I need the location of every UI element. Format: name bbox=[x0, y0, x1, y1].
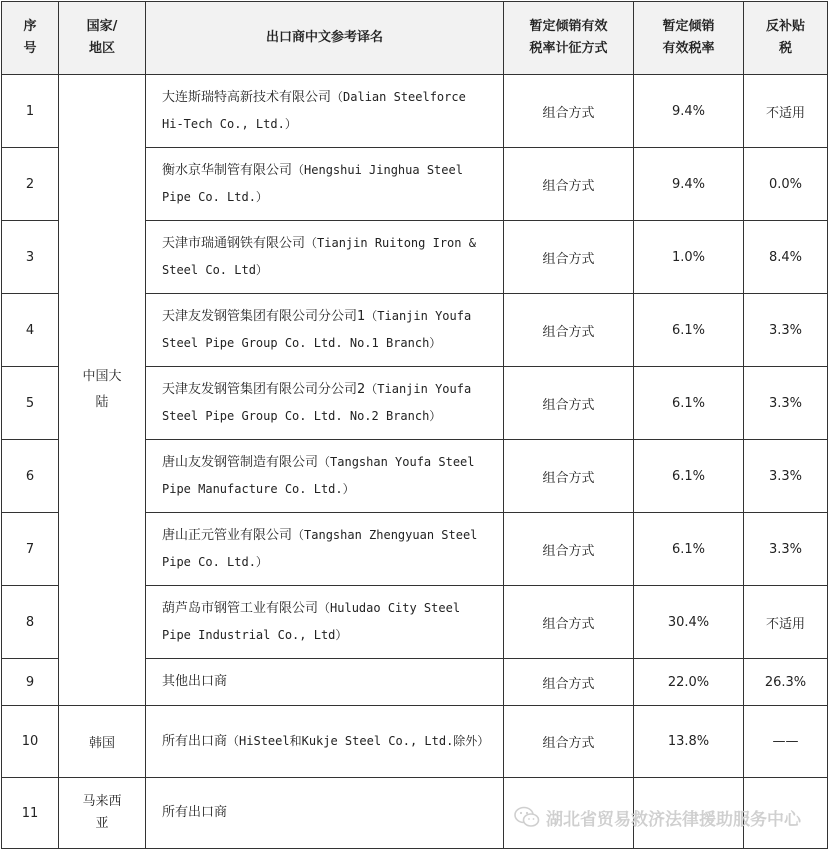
exporter-name: 其他出口商 bbox=[146, 659, 504, 706]
countervailing-duty: —— bbox=[744, 706, 828, 778]
row-number: 8 bbox=[2, 586, 59, 659]
exporter-name: 唐山正元管业有限公司（Tangshan Zhengyuan Steel Pipe Co. Ltd.） bbox=[146, 513, 504, 586]
region-cell-malaysia: 马来西 亚 bbox=[59, 778, 146, 849]
levy-method: 组合方式 bbox=[504, 513, 634, 586]
row-number: 1 bbox=[2, 75, 59, 148]
countervailing-duty: 3.3% bbox=[744, 513, 828, 586]
row-number: 7 bbox=[2, 513, 59, 586]
header-country-region: 国家/ 地区 bbox=[59, 2, 146, 75]
exporter-name: 所有出口商 bbox=[146, 778, 504, 849]
row-number: 2 bbox=[2, 148, 59, 221]
watermark-text: 湖北省贸易救济法律援助服务中心 bbox=[546, 809, 801, 830]
levy-method: 组合方式 bbox=[504, 294, 634, 367]
levy-method: 组合方式 bbox=[504, 586, 634, 659]
dumping-rate: 13.8% bbox=[634, 706, 744, 778]
row-number: 6 bbox=[2, 440, 59, 513]
table-row bbox=[2, 75, 828, 148]
dumping-rate: 6.1% bbox=[634, 294, 744, 367]
table-header-row bbox=[2, 2, 828, 75]
exporter-name: 葫芦岛市钢管工业有限公司（Huludao City Steel Pipe Industrial Co., Ltd） bbox=[146, 586, 504, 659]
row-number: 5 bbox=[2, 367, 59, 440]
row-number: 9 bbox=[2, 659, 59, 706]
countervailing-duty: 3.3% bbox=[744, 367, 828, 440]
dumping-rate: 30.4% bbox=[634, 586, 744, 659]
row-number: 11 bbox=[2, 778, 59, 849]
dumping-rate: 22.0% bbox=[634, 659, 744, 706]
duty-rate-table bbox=[1, 1, 828, 849]
countervailing-duty: 3.3% bbox=[744, 440, 828, 513]
exporter-name: 所有出口商（HiSteel和Kukje Steel Co., Ltd.除外） bbox=[146, 706, 504, 778]
countervailing-duty: 0.0% bbox=[744, 148, 828, 221]
countervailing-duty: 不适用 bbox=[744, 75, 828, 148]
exporter-name: 大连斯瑞特高新技术有限公司（Dalian Steelforce Hi-Tech Co., Ltd.） bbox=[146, 75, 504, 148]
levy-method: 组合方式 bbox=[504, 440, 634, 513]
levy-method: 组合方式 bbox=[504, 221, 634, 294]
countervailing-duty: 3.3% bbox=[744, 294, 828, 367]
exporter-name: 唐山友发钢管制造有限公司（Tangshan Youfa Steel Pipe Manufacture Co. Ltd.） bbox=[146, 440, 504, 513]
dumping-rate: 9.4% bbox=[634, 75, 744, 148]
header-serial-number: 序 号 bbox=[2, 2, 59, 75]
header-dumping-rate: 暂定倾销 有效税率 bbox=[634, 2, 744, 75]
levy-method: 组合方式 bbox=[504, 367, 634, 440]
dumping-rate: 1.0% bbox=[634, 221, 744, 294]
row-number: 10 bbox=[2, 706, 59, 778]
levy-method: 组合方式 bbox=[504, 75, 634, 148]
wechat-icon bbox=[514, 806, 540, 828]
header-levy-method: 暂定倾销有效 税率计征方式 bbox=[504, 2, 634, 75]
region-cell-mainland-china: 中国大 陆 bbox=[59, 75, 146, 706]
countervailing-duty: 不适用 bbox=[744, 586, 828, 659]
table-row bbox=[2, 706, 828, 778]
exporter-name: 天津友发钢管集团有限公司分公司2（Tianjin Youfa Steel Pipe Group Co. Ltd. No.2 Branch） bbox=[146, 367, 504, 440]
dumping-rate: 6.1% bbox=[634, 513, 744, 586]
row-number: 4 bbox=[2, 294, 59, 367]
dumping-rate: 6.1% bbox=[634, 440, 744, 513]
region-cell-korea: 韩国 bbox=[59, 706, 146, 778]
countervailing-duty: 8.4% bbox=[744, 221, 828, 294]
exporter-name: 衡水京华制管有限公司（Hengshui Jinghua Steel Pipe Co. Ltd.） bbox=[146, 148, 504, 221]
watermark bbox=[514, 804, 801, 830]
exporter-name: 天津市瑞通钢铁有限公司（Tianjin Ruitong Iron & Steel Co. Ltd） bbox=[146, 221, 504, 294]
exporter-name: 天津友发钢管集团有限公司分公司1（Tianjin Youfa Steel Pipe Group Co. Ltd. No.1 Branch） bbox=[146, 294, 504, 367]
header-countervailing-duty: 反补贴 税 bbox=[744, 2, 828, 75]
row-number: 3 bbox=[2, 221, 59, 294]
countervailing-duty: 26.3% bbox=[744, 659, 828, 706]
header-exporter-name: 出口商中文参考译名 bbox=[146, 2, 504, 75]
dumping-rate: 6.1% bbox=[634, 367, 744, 440]
levy-method: 组合方式 bbox=[504, 659, 634, 706]
levy-method: 组合方式 bbox=[504, 148, 634, 221]
levy-method: 组合方式 bbox=[504, 706, 634, 778]
dumping-rate: 9.4% bbox=[634, 148, 744, 221]
